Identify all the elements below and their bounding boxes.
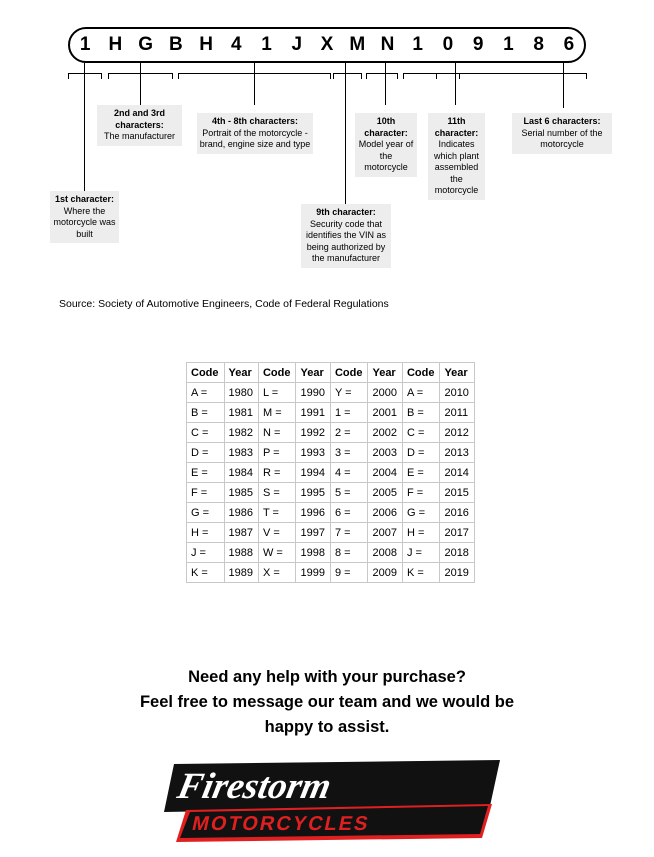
- cell-year: 2000: [368, 383, 402, 403]
- leader-line: [455, 73, 456, 105]
- cell-code: S =: [258, 483, 296, 503]
- cell-code: 4 =: [330, 463, 368, 483]
- cell-code: P =: [258, 443, 296, 463]
- leader-line: [366, 73, 367, 79]
- vin-char: 1: [261, 34, 272, 55]
- cell-code: F =: [402, 483, 440, 503]
- leader-line: [385, 73, 386, 105]
- vin-char: X: [320, 34, 334, 55]
- callout-tenth-character: [355, 113, 417, 177]
- table-row: [187, 523, 475, 543]
- leader-line: [172, 73, 173, 79]
- leader-line: [563, 63, 564, 73]
- callout-body: Where the motorcycle was built: [53, 205, 116, 239]
- leader-line: [586, 73, 587, 79]
- table-row: [187, 403, 475, 423]
- table-row: [187, 503, 475, 523]
- vin-diagram: [0, 0, 654, 290]
- cell-year: 2001: [368, 403, 402, 423]
- cell-code: N =: [258, 423, 296, 443]
- cell-code: A =: [187, 383, 225, 403]
- cell-year: 1998: [296, 543, 330, 563]
- table-row: [187, 423, 475, 443]
- cell-year: 1997: [296, 523, 330, 543]
- callout-body: Model year of the motorcycle: [358, 139, 414, 172]
- vin-char: M: [349, 34, 366, 55]
- cell-code: A =: [402, 383, 440, 403]
- leader-line: [140, 63, 141, 73]
- leader-line: [254, 73, 255, 105]
- table-row: [187, 563, 475, 583]
- callout-title: Last 6 characters:: [523, 116, 601, 126]
- callout-eleventh-character: [428, 113, 485, 200]
- vin-char: 1: [412, 34, 423, 55]
- cell-code: 6 =: [330, 503, 368, 523]
- cell-code: T =: [258, 503, 296, 523]
- leader-line: [108, 73, 109, 79]
- leader-line: [333, 73, 361, 74]
- vin-char: H: [199, 34, 213, 55]
- callout-first-character: [50, 191, 119, 243]
- callout-title: 2nd and 3rd characters:: [113, 108, 165, 130]
- cell-code: H =: [402, 523, 440, 543]
- cell-code: D =: [402, 443, 440, 463]
- cell-year: 2014: [440, 463, 474, 483]
- column-header: Year: [368, 363, 402, 383]
- source-note: Source: Society of Automotive Engineers, Code of Federal Regulations: [59, 298, 389, 310]
- logo-subtitle-text: MOTORCYCLES: [190, 813, 372, 835]
- vin-char: 4: [231, 34, 242, 55]
- firestorm-motorcycles-logo: [160, 760, 500, 842]
- cell-code: G =: [402, 503, 440, 523]
- table-row: [187, 543, 475, 563]
- cell-year: 2002: [368, 423, 402, 443]
- cell-year: 1993: [296, 443, 330, 463]
- cell-year: 1990: [296, 383, 330, 403]
- callout-title: 4th - 8th characters:: [211, 116, 299, 126]
- cell-code: F =: [187, 483, 225, 503]
- cell-year: 1984: [224, 463, 258, 483]
- cell-code: M =: [258, 403, 296, 423]
- cell-year: 2018: [440, 543, 474, 563]
- cell-code: 3 =: [330, 443, 368, 463]
- cell-year: 2009: [368, 563, 402, 583]
- callout-body: Serial number of the motorcycle: [521, 127, 603, 149]
- cell-year: 1981: [224, 403, 258, 423]
- cell-year: 2011: [440, 403, 474, 423]
- help-message: [0, 665, 654, 740]
- cell-code: B =: [402, 403, 440, 423]
- cell-year: 2016: [440, 503, 474, 523]
- cell-year: 2017: [440, 523, 474, 543]
- callout-body: The manufacturer: [103, 131, 176, 141]
- cell-code: 5 =: [330, 483, 368, 503]
- leader-line: [345, 73, 346, 204]
- vin-char: N: [380, 34, 395, 55]
- callout-title: 11th character:: [434, 116, 479, 138]
- cell-year: 2010: [440, 383, 474, 403]
- cell-code: H =: [187, 523, 225, 543]
- column-header: Code: [258, 363, 296, 383]
- year-code-table-wrapper: [186, 362, 475, 583]
- cell-code: J =: [187, 543, 225, 563]
- cell-year: 1983: [224, 443, 258, 463]
- leader-line: [140, 73, 141, 105]
- cell-year: 1988: [224, 543, 258, 563]
- leader-line: [345, 63, 346, 73]
- vin-char: 9: [472, 34, 484, 55]
- leader-line: [403, 73, 404, 79]
- table-row: [187, 483, 475, 503]
- cell-year: 1986: [224, 503, 258, 523]
- leader-line: [84, 73, 85, 191]
- cell-code: K =: [402, 563, 440, 583]
- leader-line: [385, 63, 386, 73]
- cell-year: 2013: [440, 443, 474, 463]
- leader-line: [178, 73, 179, 79]
- cell-year: 1999: [296, 563, 330, 583]
- column-header: Year: [440, 363, 474, 383]
- vin-char: 8: [533, 34, 544, 55]
- leader-line: [254, 63, 255, 73]
- vin-char: 1: [79, 34, 91, 55]
- cell-code: R =: [258, 463, 296, 483]
- vin-char: J: [291, 34, 303, 55]
- vin-char: 0: [442, 34, 454, 55]
- help-line-2: Feel free to message our team and we would be: [139, 693, 515, 711]
- vin-char: 6: [563, 34, 575, 55]
- leader-line: [361, 73, 362, 79]
- cell-code: 1 =: [330, 403, 368, 423]
- cell-year: 2012: [440, 423, 474, 443]
- cell-code: 7 =: [330, 523, 368, 543]
- table-row: [187, 383, 475, 403]
- table-row: [187, 463, 475, 483]
- cell-year: 2006: [368, 503, 402, 523]
- callout-last-six-characters: [512, 113, 612, 154]
- leader-line: [366, 73, 397, 74]
- column-header: Code: [187, 363, 225, 383]
- callout-title: 10th character:: [364, 116, 408, 138]
- vin-char: H: [108, 34, 123, 55]
- callout-body: Security code that identifies the VIN as being authorized by the manufacturer: [305, 218, 387, 263]
- cell-code: E =: [187, 463, 225, 483]
- table-row: [187, 443, 475, 463]
- cell-year: 1980: [224, 383, 258, 403]
- leader-line: [330, 73, 331, 79]
- vin-number-box: [68, 27, 586, 63]
- cell-code: D =: [187, 443, 225, 463]
- cell-year: 1996: [296, 503, 330, 523]
- leader-line: [563, 73, 564, 108]
- cell-code: C =: [402, 423, 440, 443]
- callout-body: Portrait of the motorcycle - brand, engine size and type: [199, 127, 311, 149]
- cell-code: 9 =: [330, 563, 368, 583]
- leader-line: [68, 73, 69, 79]
- column-header: Year: [296, 363, 330, 383]
- cell-code: X =: [258, 563, 296, 583]
- cell-code: G =: [187, 503, 225, 523]
- cell-code: B =: [187, 403, 225, 423]
- leader-line: [455, 63, 456, 73]
- cell-code: 2 =: [330, 423, 368, 443]
- cell-code: V =: [258, 523, 296, 543]
- vin-char: 1: [503, 34, 514, 55]
- callout-ninth-character: [301, 204, 391, 268]
- callout-title: 9th character:: [316, 207, 376, 217]
- cell-year: 1987: [224, 523, 258, 543]
- leader-line: [333, 73, 334, 79]
- cell-code: K =: [187, 563, 225, 583]
- callout-second-third-characters: [97, 105, 182, 146]
- leader-line: [101, 73, 102, 79]
- column-header: Year: [224, 363, 258, 383]
- cell-code: 8 =: [330, 543, 368, 563]
- help-line-1: Need any help with your purchase?: [188, 668, 466, 686]
- table-header-row: [187, 363, 475, 383]
- cell-code: L =: [258, 383, 296, 403]
- logo-brand-text: Firestorm: [174, 766, 335, 807]
- cell-code: W =: [258, 543, 296, 563]
- cell-year: 2007: [368, 523, 402, 543]
- cell-year: 2008: [368, 543, 402, 563]
- cell-year: 1989: [224, 563, 258, 583]
- cell-year: 2005: [368, 483, 402, 503]
- cell-code: C =: [187, 423, 225, 443]
- leader-line: [436, 73, 437, 79]
- cell-year: 2019: [440, 563, 474, 583]
- cell-code: Y =: [330, 383, 368, 403]
- year-code-table: [186, 362, 475, 583]
- callout-body: Indicates which plant assembled the motorcycle: [433, 139, 480, 195]
- cell-year: 1992: [296, 423, 330, 443]
- help-line-3: happy to assist.: [264, 718, 390, 736]
- callout-fourth-eighth-characters: [197, 113, 313, 154]
- cell-code: J =: [402, 543, 440, 563]
- cell-year: 1994: [296, 463, 330, 483]
- cell-year: 1985: [224, 483, 258, 503]
- cell-year: 1995: [296, 483, 330, 503]
- leader-line: [397, 73, 398, 79]
- cell-year: 1982: [224, 423, 258, 443]
- cell-year: 1991: [296, 403, 330, 423]
- callout-title: 1st character:: [54, 194, 115, 204]
- cell-year: 2003: [368, 443, 402, 463]
- column-header: Code: [330, 363, 368, 383]
- cell-year: 2015: [440, 483, 474, 503]
- vin-char: G: [138, 34, 153, 55]
- vin-char: B: [168, 34, 183, 55]
- column-header: Code: [402, 363, 440, 383]
- leader-line: [84, 63, 85, 73]
- cell-year: 2004: [368, 463, 402, 483]
- cell-code: E =: [402, 463, 440, 483]
